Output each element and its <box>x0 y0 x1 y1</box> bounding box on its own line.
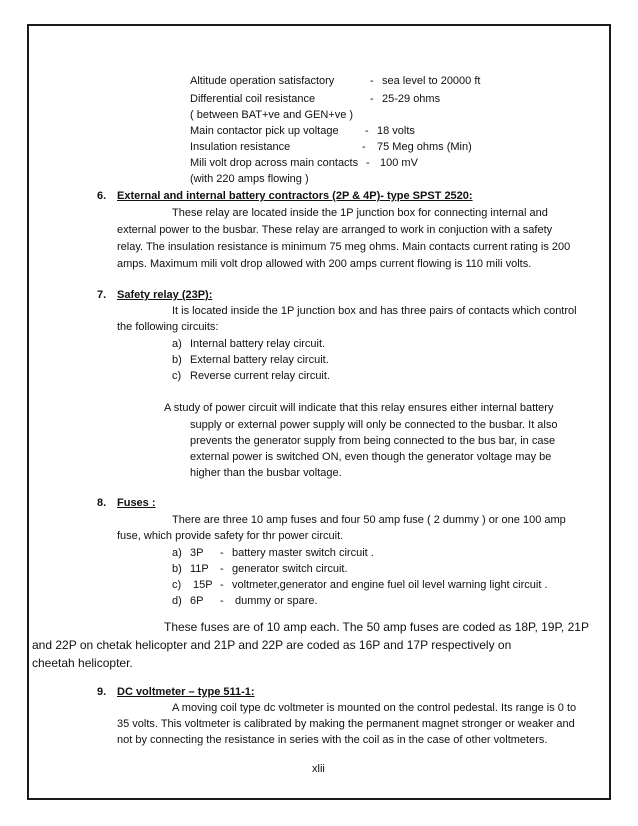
section-number: 9. <box>97 686 107 698</box>
fuse-circuit: battery master switch circuit . <box>232 547 374 559</box>
spec-label: Insulation resistance <box>190 141 291 153</box>
paragraph-line: the following circuits: <box>117 321 219 333</box>
paragraph-line: amps. Maximum mili volt drop allowed with 200 amps current flowing is 110 mili volts. <box>117 258 532 270</box>
list-marker: a) <box>172 547 182 559</box>
list-item: Reverse current relay circuit. <box>190 370 330 382</box>
fuse-code: 15P <box>193 579 213 591</box>
spec-dash: - <box>366 157 370 169</box>
spec-value: 25-29 ohms <box>382 93 441 105</box>
list-marker: c) <box>172 370 182 382</box>
paragraph-line: These fuses are of 10 amp each. The 50 amp fuses are coded as 18P, 19P, 21P <box>164 620 589 634</box>
section-heading: DC voltmeter – type 511-1: <box>117 686 255 698</box>
paragraph-line: A moving coil type dc voltmeter is mounted on the control pedestal. Its range is 0 to <box>172 702 577 714</box>
paragraph-line: cheetah helicopter. <box>32 656 133 670</box>
spec-label: Altitude operation satisfactory <box>190 75 335 87</box>
spec-value: 75 Meg ohms (Min) <box>377 141 472 153</box>
fuse-dash: - <box>220 547 224 559</box>
section-heading: Fuses : <box>117 497 156 509</box>
list-item: External battery relay circuit. <box>190 354 329 366</box>
spec-label: Differential coil resistance <box>190 93 316 105</box>
section-number: 7. <box>97 289 107 301</box>
section-heading: Safety relay (23P): <box>117 289 213 301</box>
spec-dash: - <box>365 125 369 137</box>
page-number: xlii <box>312 763 325 775</box>
paragraph-line: 35 volts. This voltmeter is calibrated by making the permanent magnet stronger or weaker and <box>117 718 575 730</box>
list-marker: c) <box>172 579 182 591</box>
spec-value: 18 volts <box>377 125 415 137</box>
fuse-dash: - <box>220 563 224 575</box>
spec-label: ( between BAT+ve and GEN+ve ) <box>190 109 354 121</box>
fuse-circuit: voltmeter,generator and engine fuel oil level warning light circuit . <box>232 579 548 591</box>
paragraph-line: It is located inside the 1P junction box and has three pairs of contacts which control <box>172 305 577 317</box>
spec-value: sea level to 20000 ft <box>382 75 481 87</box>
fuse-code: 3P <box>190 547 204 559</box>
paragraph-line: fuse, which provide safety for thr power circuit. <box>117 530 344 542</box>
paragraph-line: A study of power circuit will indicate that this relay ensures either internal battery <box>164 402 554 414</box>
paragraph-line: prevents the generator supply from being connected to the bus bar, in case <box>190 435 556 447</box>
section-number: 8. <box>97 497 107 509</box>
spec-label: Main contactor pick up voltage <box>190 125 339 137</box>
paragraph-line: There are three 10 amp fuses and four 50 amp fuse ( 2 dummy ) or one 100 amp <box>172 514 566 526</box>
fuse-code: 11P <box>190 563 209 575</box>
list-item: Internal battery relay circuit. <box>190 338 326 350</box>
paragraph-line: These relay are located inside the 1P junction box for connecting internal and <box>172 207 548 219</box>
paragraph-line: relay. The insulation resistance is minimum 75 meg ohms. Main contacts current rating is 200 <box>117 241 571 253</box>
fuse-code: 6P <box>190 595 204 607</box>
paragraph-line: external power to the busbar. These relay are arranged to work in conjuction with a safety <box>117 224 553 236</box>
fuse-dash: - <box>220 595 224 607</box>
section-number: 6. <box>97 190 107 202</box>
list-marker: b) <box>172 354 182 366</box>
paragraph-line: external power is switched ON, even though the generator voltage may be <box>190 451 552 463</box>
fuse-circuit: generator switch circuit. <box>232 563 348 575</box>
spec-dash: - <box>370 75 374 87</box>
fuse-dash: - <box>220 579 224 591</box>
spec-value: 100 mV <box>380 157 418 169</box>
list-marker: a) <box>172 338 182 350</box>
spec-dash: - <box>370 93 374 105</box>
fuse-circuit: dummy or spare. <box>235 595 318 607</box>
paragraph-line: not by connecting the resistance in series with the coil as in the case of other voltmeters. <box>117 734 548 746</box>
spec-label: (with 220 amps flowing ) <box>190 173 309 185</box>
list-marker: b) <box>172 563 182 575</box>
list-marker: d) <box>172 595 182 607</box>
paragraph-line: and 22P on chetak helicopter and 21P and 22P are coded as 16P and 17P respectively on <box>32 638 512 652</box>
paragraph-line: higher than the busbar voltage. <box>190 467 342 479</box>
section-heading: External and internal battery contractors (2P & 4P)- type SPST 2520: <box>117 190 473 202</box>
paragraph-line: supply or external power supply will only be connected to the busbar. It also <box>190 419 558 431</box>
spec-label: Mili volt drop across main contacts <box>190 157 359 169</box>
spec-dash: - <box>362 141 366 153</box>
